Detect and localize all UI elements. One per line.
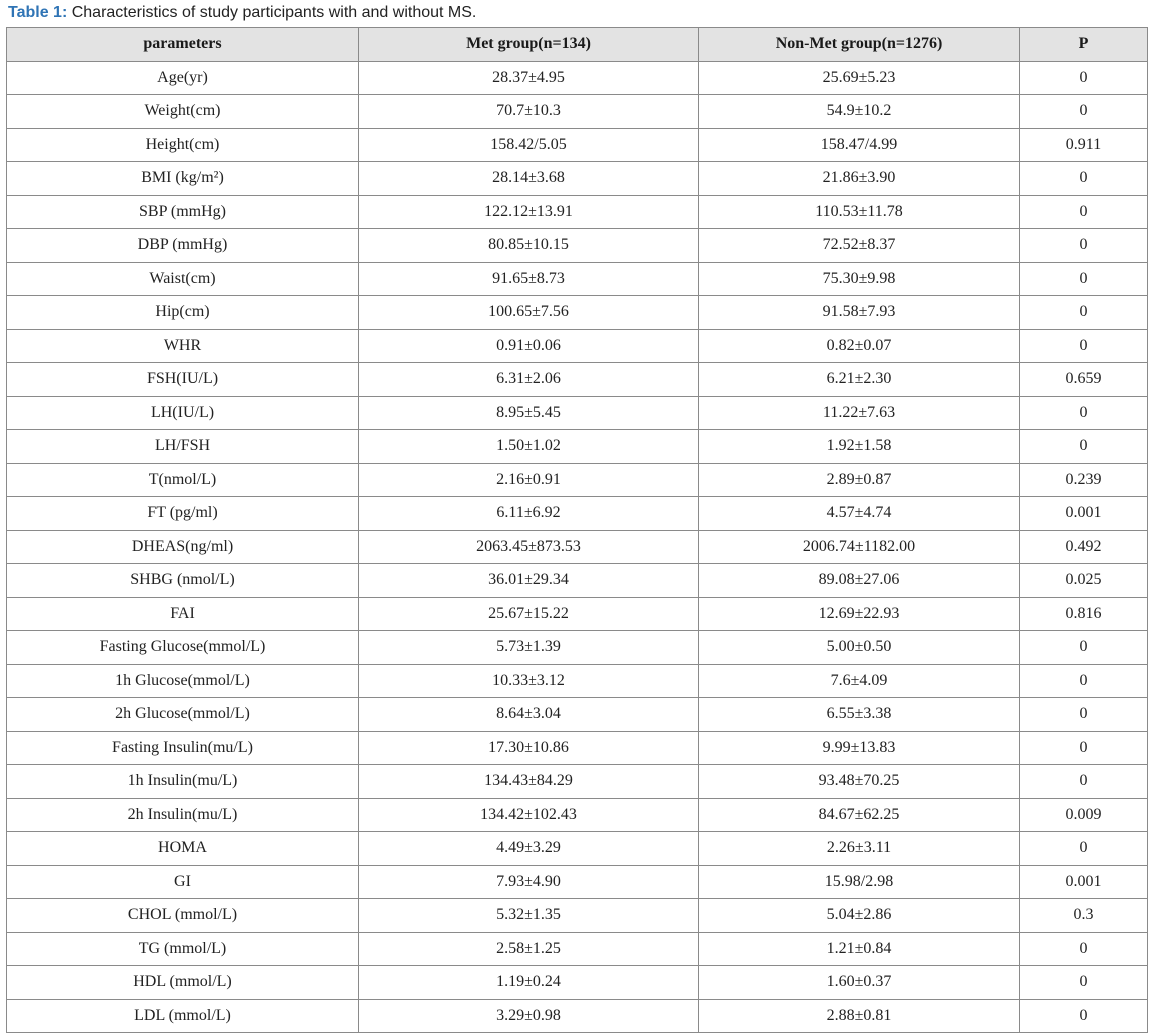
non-met-group-cell: 2.26±3.11 [699, 832, 1020, 866]
p-value-cell: 0.3 [1020, 899, 1148, 933]
met-group-cell: 100.65±7.56 [359, 296, 699, 330]
p-value-cell: 0.025 [1020, 564, 1148, 598]
table-row [7, 899, 1148, 933]
p-value-cell: 0 [1020, 95, 1148, 129]
parameter-cell: Weight(cm) [7, 95, 359, 129]
parameter-cell: LH(IU/L) [7, 396, 359, 430]
table-caption-label: Table 1: [8, 4, 68, 21]
header-met-group: Met group(n=134) [359, 28, 699, 62]
parameter-cell: T(nmol/L) [7, 463, 359, 497]
parameter-cell: Waist(cm) [7, 262, 359, 296]
parameter-cell: HOMA [7, 832, 359, 866]
met-group-cell: 158.42/5.05 [359, 128, 699, 162]
table-row [7, 966, 1148, 1000]
table-row [7, 430, 1148, 464]
parameter-cell: 1h Glucose(mmol/L) [7, 664, 359, 698]
parameter-cell: TG (mmol/L) [7, 932, 359, 966]
table-row [7, 396, 1148, 430]
non-met-group-cell: 89.08±27.06 [699, 564, 1020, 598]
met-group-cell: 36.01±29.34 [359, 564, 699, 598]
non-met-group-cell: 1.21±0.84 [699, 932, 1020, 966]
parameter-cell: 2h Insulin(mu/L) [7, 798, 359, 832]
met-group-cell: 80.85±10.15 [359, 229, 699, 263]
met-group-cell: 7.93±4.90 [359, 865, 699, 899]
met-group-cell: 28.37±4.95 [359, 61, 699, 95]
p-value-cell: 0.659 [1020, 363, 1148, 397]
non-met-group-cell: 7.6±4.09 [699, 664, 1020, 698]
table-row [7, 765, 1148, 799]
p-value-cell: 0 [1020, 262, 1148, 296]
p-value-cell: 0 [1020, 966, 1148, 1000]
table-row [7, 329, 1148, 363]
parameter-cell: BMI (kg/m²) [7, 162, 359, 196]
table-body [7, 61, 1148, 1033]
p-value-cell: 0.911 [1020, 128, 1148, 162]
non-met-group-cell: 15.98/2.98 [699, 865, 1020, 899]
p-value-cell: 0.239 [1020, 463, 1148, 497]
non-met-group-cell: 21.86±3.90 [699, 162, 1020, 196]
table-row [7, 698, 1148, 732]
parameter-cell: FSH(IU/L) [7, 363, 359, 397]
met-group-cell: 122.12±13.91 [359, 195, 699, 229]
met-group-cell: 17.30±10.86 [359, 731, 699, 765]
non-met-group-cell: 93.48±70.25 [699, 765, 1020, 799]
met-group-cell: 25.67±15.22 [359, 597, 699, 631]
header-p-value: P [1020, 28, 1148, 62]
parameter-cell: Height(cm) [7, 128, 359, 162]
non-met-group-cell: 75.30±9.98 [699, 262, 1020, 296]
parameter-cell: GI [7, 865, 359, 899]
non-met-group-cell: 0.82±0.07 [699, 329, 1020, 363]
met-group-cell: 2063.45±873.53 [359, 530, 699, 564]
p-value-cell: 0 [1020, 664, 1148, 698]
p-value-cell: 0.492 [1020, 530, 1148, 564]
non-met-group-cell: 2006.74±1182.00 [699, 530, 1020, 564]
non-met-group-cell: 110.53±11.78 [699, 195, 1020, 229]
table-row [7, 497, 1148, 531]
p-value-cell: 0 [1020, 61, 1148, 95]
table-row [7, 229, 1148, 263]
met-group-cell: 28.14±3.68 [359, 162, 699, 196]
met-group-cell: 0.91±0.06 [359, 329, 699, 363]
table-caption-text: Characteristics of study participants with and without MS. [67, 4, 477, 21]
p-value-cell: 0 [1020, 631, 1148, 665]
p-value-cell: 0 [1020, 999, 1148, 1033]
met-group-cell: 10.33±3.12 [359, 664, 699, 698]
parameter-cell: HDL (mmol/L) [7, 966, 359, 1000]
p-value-cell: 0 [1020, 229, 1148, 263]
non-met-group-cell: 9.99±13.83 [699, 731, 1020, 765]
p-value-cell: 0.001 [1020, 865, 1148, 899]
non-met-group-cell: 158.47/4.99 [699, 128, 1020, 162]
met-group-cell: 70.7±10.3 [359, 95, 699, 129]
parameter-cell: 1h Insulin(mu/L) [7, 765, 359, 799]
p-value-cell: 0 [1020, 765, 1148, 799]
non-met-group-cell: 5.04±2.86 [699, 899, 1020, 933]
met-group-cell: 134.43±84.29 [359, 765, 699, 799]
met-group-cell: 3.29±0.98 [359, 999, 699, 1033]
met-group-cell: 6.11±6.92 [359, 497, 699, 531]
table-row [7, 832, 1148, 866]
header-parameters: parameters [7, 28, 359, 62]
parameter-cell: SHBG (nmol/L) [7, 564, 359, 598]
table-row [7, 731, 1148, 765]
parameter-cell: Fasting Glucose(mmol/L) [7, 631, 359, 665]
parameter-cell: FAI [7, 597, 359, 631]
parameter-cell: DHEAS(ng/ml) [7, 530, 359, 564]
met-group-cell: 134.42±102.43 [359, 798, 699, 832]
p-value-cell: 0 [1020, 698, 1148, 732]
table-row [7, 999, 1148, 1033]
table-row [7, 162, 1148, 196]
table-row [7, 262, 1148, 296]
parameter-cell: Fasting Insulin(mu/L) [7, 731, 359, 765]
table-row [7, 564, 1148, 598]
met-group-cell: 8.95±5.45 [359, 396, 699, 430]
non-met-group-cell: 2.88±0.81 [699, 999, 1020, 1033]
parameter-cell: CHOL (mmol/L) [7, 899, 359, 933]
table-row [7, 128, 1148, 162]
table-row [7, 865, 1148, 899]
non-met-group-cell: 1.92±1.58 [699, 430, 1020, 464]
non-met-group-cell: 91.58±7.93 [699, 296, 1020, 330]
non-met-group-cell: 72.52±8.37 [699, 229, 1020, 263]
table-header-row [7, 28, 1148, 62]
table-row [7, 798, 1148, 832]
met-group-cell: 5.73±1.39 [359, 631, 699, 665]
table-row [7, 296, 1148, 330]
met-group-cell: 4.49±3.29 [359, 832, 699, 866]
non-met-group-cell: 5.00±0.50 [699, 631, 1020, 665]
p-value-cell: 0 [1020, 329, 1148, 363]
p-value-cell: 0 [1020, 430, 1148, 464]
met-group-cell: 2.58±1.25 [359, 932, 699, 966]
parameter-cell: LH/FSH [7, 430, 359, 464]
table-row [7, 631, 1148, 665]
p-value-cell: 0 [1020, 396, 1148, 430]
table-row [7, 932, 1148, 966]
non-met-group-cell: 84.67±62.25 [699, 798, 1020, 832]
p-value-cell: 0.001 [1020, 497, 1148, 531]
parameter-cell: SBP (mmHg) [7, 195, 359, 229]
parameter-cell: FT (pg/ml) [7, 497, 359, 531]
table-row [7, 195, 1148, 229]
table-row [7, 463, 1148, 497]
p-value-cell: 0 [1020, 195, 1148, 229]
non-met-group-cell: 6.55±3.38 [699, 698, 1020, 732]
non-met-group-cell: 12.69±22.93 [699, 597, 1020, 631]
non-met-group-cell: 4.57±4.74 [699, 497, 1020, 531]
met-group-cell: 1.50±1.02 [359, 430, 699, 464]
p-value-cell: 0 [1020, 162, 1148, 196]
parameter-cell: Hip(cm) [7, 296, 359, 330]
characteristics-table [6, 27, 1148, 1033]
table-row [7, 61, 1148, 95]
non-met-group-cell: 54.9±10.2 [699, 95, 1020, 129]
table-row [7, 95, 1148, 129]
table-row [7, 664, 1148, 698]
met-group-cell: 91.65±8.73 [359, 262, 699, 296]
met-group-cell: 1.19±0.24 [359, 966, 699, 1000]
non-met-group-cell: 25.69±5.23 [699, 61, 1020, 95]
parameter-cell: 2h Glucose(mmol/L) [7, 698, 359, 732]
p-value-cell: 0 [1020, 832, 1148, 866]
non-met-group-cell: 6.21±2.30 [699, 363, 1020, 397]
met-group-cell: 5.32±1.35 [359, 899, 699, 933]
parameter-cell: DBP (mmHg) [7, 229, 359, 263]
table-caption [8, 2, 476, 24]
p-value-cell: 0.816 [1020, 597, 1148, 631]
met-group-cell: 2.16±0.91 [359, 463, 699, 497]
parameter-cell: Age(yr) [7, 61, 359, 95]
parameter-cell: LDL (mmol/L) [7, 999, 359, 1033]
p-value-cell: 0 [1020, 731, 1148, 765]
met-group-cell: 6.31±2.06 [359, 363, 699, 397]
met-group-cell: 8.64±3.04 [359, 698, 699, 732]
table-row [7, 363, 1148, 397]
table-row [7, 530, 1148, 564]
header-non-met-group: Non-Met group(n=1276) [699, 28, 1020, 62]
non-met-group-cell: 2.89±0.87 [699, 463, 1020, 497]
p-value-cell: 0 [1020, 296, 1148, 330]
parameter-cell: WHR [7, 329, 359, 363]
non-met-group-cell: 11.22±7.63 [699, 396, 1020, 430]
non-met-group-cell: 1.60±0.37 [699, 966, 1020, 1000]
table-row [7, 597, 1148, 631]
p-value-cell: 0.009 [1020, 798, 1148, 832]
p-value-cell: 0 [1020, 932, 1148, 966]
